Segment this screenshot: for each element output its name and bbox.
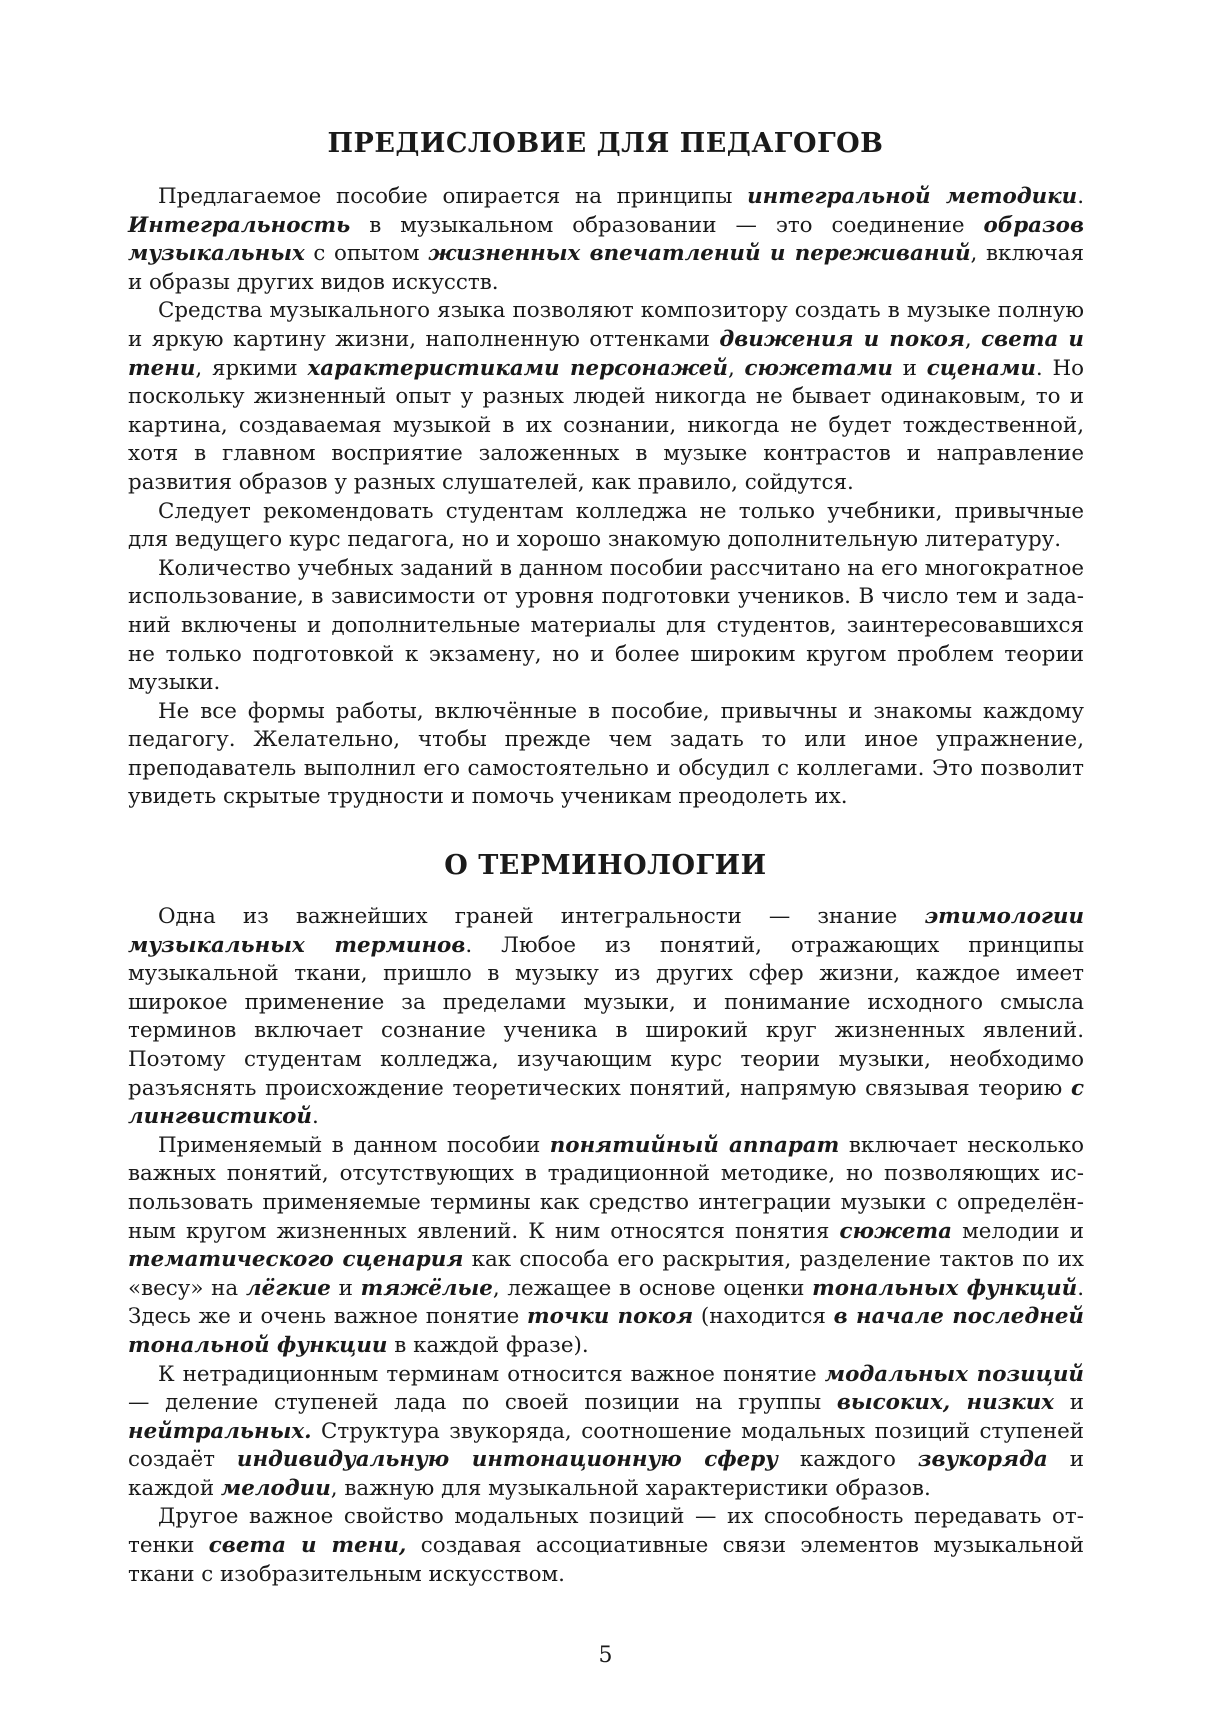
- paragraph: [128, 1503, 1084, 1589]
- text-run: включает несколько важных понятий, отсутствующих в традиционной методике, но позволяющих использовать применяемые термины как средство интеграции музыки с определённым кругом жизненных явлений. К ним относятся понятия: [128, 1132, 1084, 1244]
- text-run: К нетрадиционным терминам относится важное понятие: [158, 1361, 825, 1387]
- text-run: . Здесь же и очень важное понятие: [128, 1275, 1084, 1330]
- emphasized-term: этимологии музыкальных терминов: [128, 904, 1084, 958]
- paragraph: [128, 903, 1084, 1132]
- emphasized-term: сценами: [926, 355, 1036, 381]
- emphasized-term: Интегральность: [128, 212, 351, 238]
- emphasized-term: образов музыкальных: [128, 212, 1084, 267]
- emphasized-term: жизненных впечатлений и переживаний: [428, 241, 971, 267]
- emphasized-term: света и тени: [128, 326, 1084, 381]
- emphasized-term: света и тени,: [208, 1533, 407, 1559]
- text-run: , включая и образы других видов искусств.: [128, 241, 1084, 295]
- emphasized-term: сюжетами: [744, 355, 893, 381]
- text-run: Структура звукоряда, соотношение модальных позиций ступеней создаёт: [128, 1418, 1084, 1473]
- text-run: , лежащее в основе оценки: [492, 1275, 813, 1301]
- text-run: и: [892, 355, 927, 381]
- emphasized-term: индивидуальную интонационную сферу: [236, 1447, 778, 1473]
- emphasized-term: мелодии: [220, 1475, 331, 1501]
- text-run: Одна из важнейших граней интегральности — знание: [158, 904, 925, 929]
- emphasized-term: точки покоя: [527, 1304, 694, 1330]
- emphasized-term: тематического сценария: [128, 1247, 464, 1273]
- paragraph: [128, 698, 1084, 812]
- text-run: Предлагаемое пособие опирается на принципы: [158, 184, 748, 209]
- text-run: ,: [727, 355, 745, 381]
- paragraph: [128, 183, 1084, 297]
- emphasized-term: лёгкие: [245, 1275, 331, 1301]
- paragraph: [128, 297, 1084, 497]
- text-run: и: [1054, 1390, 1084, 1416]
- paragraph: [128, 498, 1084, 555]
- text-run: (находится: [693, 1304, 834, 1330]
- emphasized-term: сюжета: [839, 1218, 953, 1244]
- text-run: как способа его раскрытия, разделение тактов по их «весу» на: [128, 1247, 1084, 1301]
- emphasized-term: звукоряда: [917, 1447, 1048, 1473]
- text-run: и: [330, 1275, 361, 1301]
- emphasized-term: движения и покоя: [719, 326, 965, 352]
- emphasized-term: с лингвистикой: [128, 1075, 1084, 1130]
- emphasized-term: тональных функций: [812, 1275, 1078, 1301]
- text-run: Другое важное свойство модальных позиций — их способность передавать оттенки: [128, 1504, 1084, 1559]
- text-run: в музыкальном образовании — это соединение: [350, 212, 984, 238]
- paragraph: [128, 555, 1084, 698]
- text-run: Количество учебных заданий в данном пособии рассчитано на его многократное использование, в зависимости от уровня подготовки учеников. В число тем и заданий включены и дополнительные материалы для студентов, заинтересовавшихся не только подготовкой к экзамену, но и более широким кругом проблем теории музыки.: [128, 555, 1084, 696]
- text-run: — деление ступеней лада по своей позиции на группы: [128, 1390, 837, 1416]
- emphasized-term: интегральной методики: [747, 184, 1078, 209]
- text-run: с опытом: [304, 241, 429, 267]
- text-run: .: [1077, 184, 1084, 209]
- terminology-heading: О ТЕРМИНОЛОГИИ: [444, 850, 767, 881]
- emphasized-term: тяжёлые: [360, 1275, 493, 1301]
- text-run: , яркими: [195, 355, 308, 381]
- paragraph: [128, 1361, 1084, 1504]
- text-run: Следует рекомендовать студентам колледжа не только учебники, привычные для ведущего курс педагога, но и хорошо знакомую дополнительную литературу.: [128, 498, 1084, 553]
- text-run: мелодии и: [952, 1218, 1084, 1244]
- text-run: Не все формы работы, включённые в пособие, привычны и знакомы каждому педагогу. Желательно, чтобы прежде чем задать то или иное упражнение, преподаватель выполнил его самостоятельно и обсудил с коллегами. Это позволит увидеть скрытые трудности и помочь ученикам преодолеть их.: [128, 698, 1084, 810]
- preface-heading: ПРЕДИСЛОВИЕ ДЛЯ ПЕДАГОГОВ: [327, 128, 884, 159]
- text-run: и каждой: [128, 1447, 1084, 1501]
- paragraph: [128, 1132, 1084, 1361]
- emphasized-term: характеристиками персонажей: [307, 355, 728, 381]
- text-run: , важную для музыкальной характеристики образов.: [330, 1475, 931, 1501]
- page-number: 5: [598, 1643, 613, 1668]
- text-run: ,: [964, 326, 982, 352]
- emphasized-term: высоких, низких: [836, 1390, 1055, 1416]
- text-run: Средства музыкального языка позволяют композитору создать в музыке полную и яркую картину жизни, наполненную оттенками: [128, 298, 1084, 352]
- text-run: . Но поскольку жизненный опыт у разных людей никогда не бывает одинаковым, то и картина, создаваемая музыкой в их сознании, никогда не будет тождественной, хотя в главном восприятие заложенных в музыке контрастов и направление развития образов у разных слушателей, как правило, сойдутся.: [128, 355, 1084, 495]
- text-run: создавая ассоциативные связи элементов музыкальной ткани с изобразительным искусством.: [128, 1533, 1084, 1587]
- text-run: каждого: [777, 1447, 918, 1473]
- emphasized-term: понятийный аппарат: [549, 1132, 840, 1158]
- text-run: . Любое из понятий, отражающих принципы музыкальной ткани, пришло в музыку из других сфер жизни, каждое имеет широкое применение за пределами музыки, и понимание исходного смысла терминов включает сознание ученика в широкий круг жизненных явлений. Поэтому студентам колледжа, изучающим курс теории музыки, необходимо разъяснять происхождение теоретических понятий, напрямую связывая теорию: [128, 932, 1084, 1101]
- terminology-section: [128, 903, 1084, 1589]
- emphasized-term: нейтральных.: [128, 1418, 312, 1444]
- emphasized-term: модальных позиций: [824, 1361, 1084, 1387]
- emphasized-term: в начале последней тональной функции: [128, 1304, 1084, 1358]
- text-run: в каждой фразе).: [387, 1332, 589, 1358]
- text-run: Применяемый в данном пособии: [158, 1132, 550, 1158]
- text-run: .: [311, 1104, 319, 1130]
- preface-section: [128, 183, 1084, 812]
